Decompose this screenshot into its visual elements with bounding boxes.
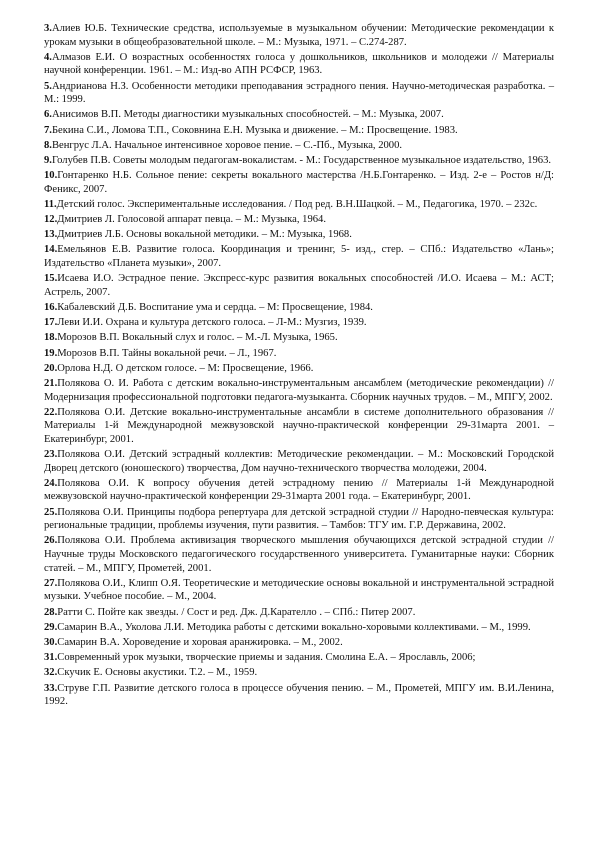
reference-item (44, 406, 554, 447)
reference-item (44, 316, 554, 330)
reference-item (44, 448, 554, 475)
reference-text: Полякова О.И. Принципы подбора репертуара для детской эстрадной студии // Народно-певческая культура: региональные традиции, проблемы изучения, пути развития. – Тамбов: ТГУ им. Г.Р. Державина, 2002. (44, 506, 554, 532)
reference-text: Полякова О.И. К вопросу обучения детей эстрадному пению // Материалы 1-й Международной межвузовской научно-практической конференции 29-31марта 2001 года. – Екатеринбург, 2001. (44, 477, 554, 503)
reference-item (44, 636, 554, 650)
reference-list (44, 22, 554, 710)
reference-item (44, 621, 554, 635)
reference-text: Алмазов Е.И. О возрастных особенностях голоса у дошкольников, школьников и молодежи // Материалы научной конференции. 1961. – М.: Изд-во АПН РСФСР, 1963. (44, 51, 554, 77)
reference-item (44, 154, 554, 168)
reference-item (44, 301, 554, 315)
reference-number: 28. (44, 606, 58, 618)
reference-item (44, 80, 554, 107)
reference-item (44, 272, 554, 299)
reference-number: 7. (44, 124, 52, 136)
reference-text: Струве Г.П. Развитие детского голоса в процессе обучения пению. – М., Прометей, МПГУ им. В.И.Ленина, 1992. (44, 682, 554, 708)
reference-number: 20. (44, 362, 58, 374)
reference-item (44, 362, 554, 376)
reference-number: 3. (44, 23, 52, 34)
reference-item (44, 347, 554, 361)
reference-number: 32. (44, 667, 58, 679)
reference-number: 9. (44, 154, 52, 166)
reference-text: Емельянов Е.В. Развитие голоса. Координация и тренинг, 5- изд., стер. – СПб.: Издательство «Лань»; Издательство «Планета музыки», 2007. (44, 244, 554, 270)
reference-text: Современный урок музыки, творческие приемы и задания. Смолина Е.А. – Ярославль, 2006; (57, 652, 476, 664)
reference-number: 11. (44, 198, 57, 210)
reference-text: Голубев П.В. Советы молодым педагогам-вокалистам. - М.: Государственное музыкальное издательство, 1963. (51, 154, 552, 166)
reference-number: 4. (44, 51, 52, 63)
reference-number: 24. (44, 477, 58, 489)
reference-number: 16. (44, 302, 58, 313)
reference-text: Бекина С.И., Ломова Т.П., Соковнина Е.Н. Музыка и движение. – М.: Просвещение. 1983. (51, 124, 458, 136)
reference-text: Ратти С. Пойте как звезды. / Сост и ред. Дж. Д.Карателло . – СПб.: Питер 2007. (57, 606, 416, 618)
reference-item (44, 666, 554, 680)
reference-item (44, 243, 554, 270)
reference-text: Андрианова Н.З. Особенности методики преподавания эстрадного пения. Научно-методическая разработка. – М.: 1999. (44, 80, 554, 106)
reference-item (44, 139, 554, 153)
reference-text: Самарин В.А., Уколова Л.И. Методика работы с детскими вокально-хоровыми коллективами. – М., 1999. (57, 621, 531, 633)
reference-item (44, 198, 554, 212)
reference-item (44, 228, 554, 242)
reference-item (44, 506, 554, 533)
reference-text: Самарин В.А. Хороведение и хоровая аранжировка. – М., 2002. (57, 636, 343, 648)
reference-text: Морозов В.П. Тайны вокальной речи. – Л., 1967. (57, 347, 277, 359)
reference-item (44, 331, 554, 345)
reference-text: Исаева И.О. Эстрадное пение. Экспресс-курс развития вокальных способностей /И.О. Исаева – М.: АСТ; Астрель, 2007. (44, 273, 554, 298)
reference-item (44, 534, 554, 575)
reference-item (44, 577, 554, 604)
reference-text: Полякова О.И. Детский эстрадный коллектив: Методические рекомендации. – М.: Московский Городской Дворец детского (юношеского) творчества, Дом научно-технического творчества молодежи, 2004. (44, 449, 554, 474)
reference-text: Дмитриев Л. Голосовой аппарат певца. – М.: Музыка, 1964. (57, 214, 326, 226)
reference-text: Полякова О. И. Работа с детским вокально-инструментальным ансамблем (методические рекомендации) // Модернизация профессиональной подготовки педагога-музыканта. Сборник научных трудов. – М., МПГУ, 2002. (44, 377, 554, 403)
reference-item (44, 51, 554, 78)
reference-item (44, 22, 554, 49)
reference-number: 15. (44, 273, 58, 285)
reference-item (44, 682, 554, 709)
reference-text: Скучик Е. Основы акустики. Т.2. – М., 1959. (57, 667, 258, 679)
reference-number: 6. (44, 109, 52, 121)
reference-number: 22. (44, 406, 58, 418)
reference-number: 27. (44, 577, 58, 589)
reference-item (44, 213, 554, 227)
reference-number: 25. (44, 506, 58, 518)
reference-item (44, 124, 554, 138)
reference-number: 5. (44, 80, 52, 92)
reference-text: Морозов В.П. Вокальный слух и голос. – М.-Л. Музыка, 1965. (57, 332, 338, 344)
reference-item (44, 169, 554, 196)
reference-text: Дмитриев Л.Б. Основы вокальной методики. – М.: Музыка, 1968. (57, 229, 352, 241)
reference-item (44, 606, 554, 620)
reference-number: 12. (44, 214, 58, 226)
reference-text: Полякова О.И. Проблема активизация творческого мышления обучающихся детской эстрадной студии // Научные труды Московского педагогического государственного университета. Гуманитарные науки: Сборник статей. – М., МПГУ, Прометей, 2001. (44, 535, 554, 574)
reference-text: Гонтаренко Н.Б. Сольное пение: секреты вокального мастерства /Н.Б.Гонтаренко. – Изд. 2-е – Ростов н/Д: Феникс, 2007. (44, 170, 554, 195)
reference-text: Алиев Ю.Б. Технические средства, используемые в музыкальном обучении: Методические рекомендации к урокам музыки в общеобразовательной школе. – М.: Музыка, 1971. – С.274-287. (44, 23, 554, 48)
reference-number: 30. (44, 636, 58, 648)
reference-number: 21. (44, 377, 58, 389)
reference-item (44, 108, 554, 122)
reference-text: Леви И.И. Охрана и культура детского голоса. – Л-М.: Музгиз, 1939. (57, 317, 367, 329)
reference-number: 17. (44, 317, 58, 329)
reference-number: 19. (44, 347, 58, 359)
reference-number: 10. (44, 170, 58, 182)
reference-number: 33. (44, 682, 58, 694)
reference-text: Полякова О.И. Детские вокально-инструментальные ансамбли в системе дополнительного образования // Материалы 1-й Международной межвузовской научно-практической конференции 29-31марта 2001. – Екатеринбург, 2001. (44, 406, 554, 445)
reference-item (44, 377, 554, 404)
reference-number: 26. (44, 535, 58, 547)
reference-item (44, 651, 554, 665)
reference-number: 8. (44, 139, 52, 151)
reference-number: 18. (44, 332, 58, 344)
reference-text: Кабалевский Д.Б. Воспитание ума и сердца. – М: Просвещение, 1984. (57, 302, 373, 313)
reference-item (44, 477, 554, 504)
reference-number: 14. (44, 244, 58, 256)
reference-text: Детский голос. Экспериментальные исследования. / Под ред. В.Н.Шацкой. – М., Педагогика, 1970. – 232с. (56, 198, 538, 210)
reference-text: Анисимов В.П. Методы диагностики музыкальных способностей. – М.: Музыка, 2007. (51, 109, 444, 121)
reference-number: 29. (44, 621, 58, 633)
reference-number: 13. (44, 229, 58, 241)
reference-text: Венгрус Л.А. Начальное интенсивное хоровое пение. – С.-Пб., Музыка, 2000. (51, 139, 403, 151)
reference-number: 23. (44, 449, 58, 461)
reference-number: 31. (44, 652, 58, 664)
reference-text: Орлова Н.Д. О детском голосе. – М: Просвещение, 1966. (57, 362, 314, 374)
reference-text: Полякова О.И., Клипп О.Я. Теоретические и методические основы вокальной и инструментальной эстрадной музыки. Учебное пособие. – М., 2004. (44, 577, 554, 603)
